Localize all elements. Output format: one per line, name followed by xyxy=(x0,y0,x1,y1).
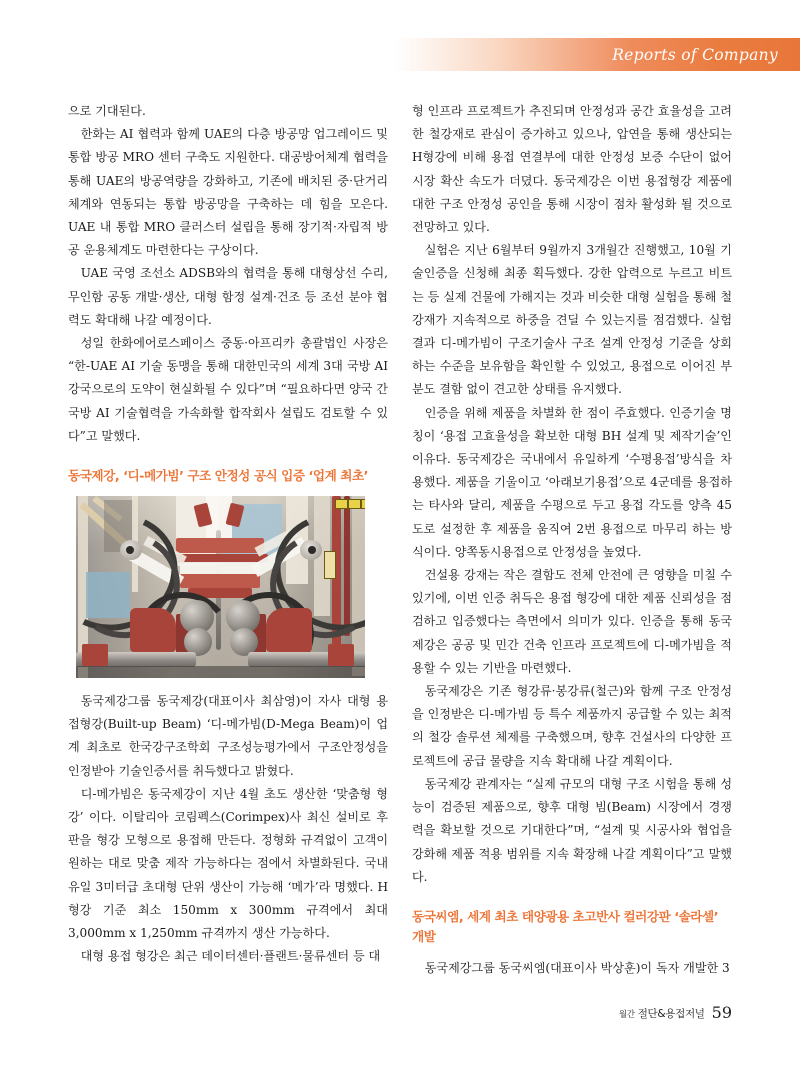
header-banner xyxy=(395,38,800,71)
article-photo xyxy=(76,496,365,678)
section-headline-dongkuk-cm: 동국씨엠, 세계 최초 태양광용 초고반사 컬러강판 ‘솔라셀’ 개발 xyxy=(412,908,719,944)
paragraph: 건설용 강재는 작은 결함도 전체 안전에 큰 영향을 미칠 수 있기에, 이번 인증 취득은 용접 형강에 대한 제품 신뢰성을 점검하고 입증했다는 측면에서 의미가 있다. 인증을 통해 동국제강은 공공 및 민간 건축 인프라 프로젝트에 디-메가빔을 적용할 수 있는 기반을 마련했다. xyxy=(412,568,732,675)
left-column xyxy=(68,100,388,968)
paragraph: 동국제강은 기존 형강류·봉강류(철근)와 함께 구조 안정성을 인정받은 디-메가빔 등 특수 제품까지 공급할 수 있는 최적의 철강 솔루션 체제를 구축했으며, 향후 건설사의 다양한 프로젝트에 공급 물량을 지속 확대해 나갈 계획이다. xyxy=(412,684,732,768)
paragraph: 성일 한화에어로스페이스 중동·아프리카 총괄법인 사장은 “한-UAE AI 기술 동맹을 통해 대한민국의 세계 3대 국방 AI 강국으로의 도약이 현실화될 수 있다”며 “필요하다면 양국 간 국방 AI 기술협력을 가속화할 합작회사 설립도 검토할 수 있다”고 말했다. xyxy=(68,336,388,443)
paragraph: 동국제강그룹 동국씨엠(대표이사 박상훈)이 독자 개발한 3 xyxy=(424,960,730,975)
section-headline-dongkuk-steel: 동국제강, ‘디-메가빔’ 구조 안정성 공식 입증 ‘업계 최초’ xyxy=(68,468,369,484)
paragraph: 한화는 AI 협력과 함께 UAE의 다층 방공망 업그레이드 및 통합 방공 MRO 센터 구축도 지원한다. 대공방어체계 협력을 통해 UAE의 방공역량을 강화하고, 기존에 배치된 중·단거리 체계와 연동되는 통합 방공망을 구축하는 데 힘을 모은다. UAE 내 통합 MRO 클러스터 설립을 통해 장기적·자립적 방공 운용체계도 마련한다는 구상이다. xyxy=(68,127,388,258)
paragraph: UAE 국영 조선소 ADSB와의 협력을 통해 대형상선 수리, 무인함 공동 개발·생산, 대형 함정 설계·건조 등 조선 분야 협력도 확대해 나갈 예정이다. xyxy=(68,266,388,327)
footer-journal-line xyxy=(619,1008,705,1020)
paragraph: 인증을 위해 제품을 차별화 한 점이 주효했다. 인증기술 명칭이 ‘용접 고효율성을 확보한 대형 BH 설계 및 제작기술’인 이유다. 동국제강은 국내에서 유일하게 ‘수평용접’방식을 차용했다. 제품을 기울이고 ‘아래보기용접’으로 4군데를 용접하는 타사와 달리, 제품을 수평으로 두고 용접 각도를 양측 45도로 설정한 후 제품을 움직여 2번 용접으로 마무리 하는 방식이다. 양쪽동시용접으로 안정성을 높였다. xyxy=(412,405,732,559)
right-column xyxy=(412,100,732,980)
photo-image xyxy=(76,496,365,678)
header-banner-title: Reports of Company xyxy=(612,45,778,64)
paragraph: 디-메가빔은 동국제강이 지난 4월 초도 생산한 ‘맞춤형 형강’ 이다. 이탈리아 코림펙스(Corimpex)사 최신 설비로 후판을 형강 모형으로 용접해 만든다. 정형화 규격없이 고객이 원하는 대로 맞춤 제작 가능하다는 점에서 차별화된다. 국내 유일 3미터급 초대형 단위 생산이 가능해 ‘메가’라 명했다. H형강 기준 최소 150mm x 300mm 규격에서 최대 3,000mm x 1,250mm 규격까지 생산 가능하다. xyxy=(68,786,388,941)
paragraph: 동국제강그룹 동국제강(대표이사 최삼영)이 자사 대형 용접형강(Built-up Beam) ‘디-메가빔(D-Mega Beam)이 업계 최초로 한국강구조학회 구조성능평가에서 구조안정성을 인정받아 기술인증서를 취득했다고 밝혔다. xyxy=(68,694,388,778)
footer-journal-prefix: 월간 xyxy=(619,1009,635,1019)
paragraph: 실험은 지난 6월부터 9월까지 3개월간 진행했고, 10월 기술인증을 신청해 최종 획득했다. 강한 압력으로 누르고 비트는 등 실제 건물에 가해지는 것과 비슷한 대형 실험을 통해 철강재가 지속적으로 하중을 견딜 수 있는지를 점검했다. 실험 결과 디-메가빔이 구조기술사 구조 설계 안정성 기준을 상회하는 수준을 보유함을 확인할 수 있었고, 용접으로 이어진 부분도 결함 없이 견고한 상태를 유지했다. xyxy=(412,243,732,397)
page-footer xyxy=(0,1002,800,1022)
paragraph: 으로 기대된다. xyxy=(68,104,146,118)
paragraph: 형 인프라 프로젝트가 추진되며 안정성과 공간 효율성을 고려한 철강재로 관심이 증가하고 있으나, 압연을 통해 생산되는 H형강에 비해 용접 연결부에 대한 안정성 보증 수단이 없어 시장 확산 속도가 더뎠다. 동국제강은 이번 용접형강 제품에 대한 구조 안정성 공인을 통해 시장이 점차 활성화 될 것으로 전망하고 있다. xyxy=(412,104,732,235)
footer-journal-name: 절단&용접저널 xyxy=(637,1008,705,1020)
page-number: 59 xyxy=(711,1003,732,1022)
paragraph: 대형 용접 형강은 최근 데이터센터·플랜트·물류센터 등 대 xyxy=(80,949,381,964)
paragraph: 동국제강 관계자는 “실제 규모의 대형 구조 시험을 통해 성능이 검증된 제품으로, 향후 대형 빔(Beam) 시장에서 경쟁력을 확보할 것으로 기대한다”며, “설계 및 시공사와 협업을 강화해 제품 적용 범위를 지속 확장해 나갈 계획이다”고 말했다. xyxy=(412,776,732,884)
